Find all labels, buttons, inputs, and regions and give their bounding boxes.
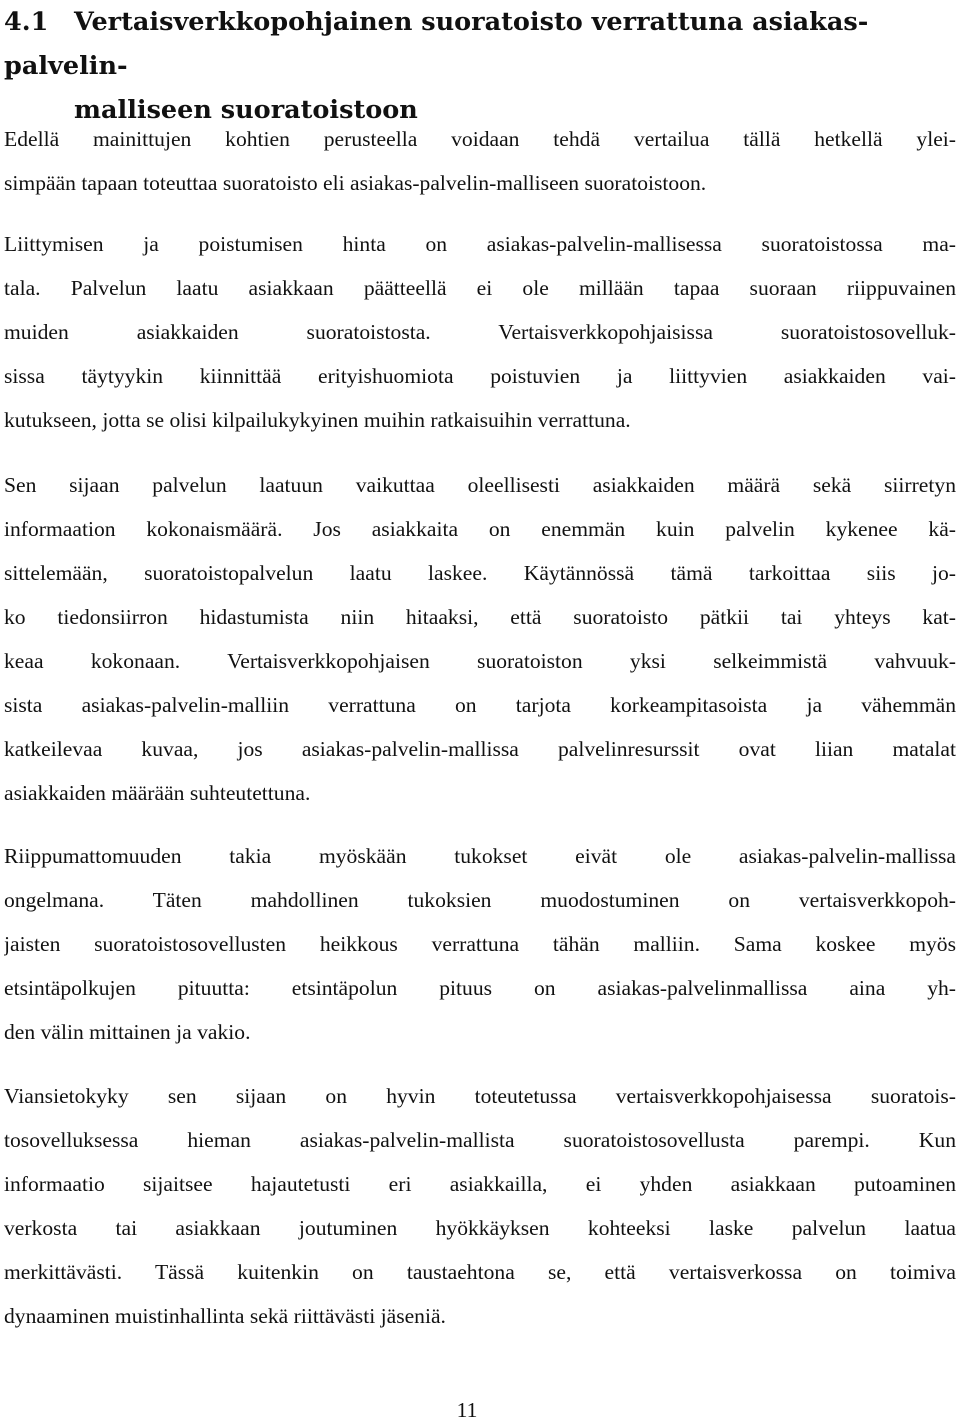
paragraph-line: informaation kokonaismäärä. Jos asiakkaita on enemmän kuin palvelin kykenee kä-: [4, 517, 956, 541]
paragraph-line: katkeilevaa kuvaa, jos asiakas-palvelin-mallissa palvelinresurssit ovat liian matalat: [4, 737, 956, 761]
paragraph-line: ongelmana. Täten mahdollinen tukoksien muodostuminen on vertaisverkkopoh-: [4, 888, 956, 912]
paragraph-line: Liittymisen ja poistumisen hinta on asiakas-palvelin-mallisessa suoratoistossa ma-: [4, 232, 956, 256]
paragraph-line: den välin mittainen ja vakio.: [4, 1020, 251, 1044]
paragraph-line: kutukseen, jotta se olisi kilpailukykyinen muihin ratkaisuihin verrattuna.: [4, 408, 631, 432]
paragraph-line: Riippumattomuuden takia myöskään tukokset eivät ole asiakas-palvelin-mallissa: [4, 844, 956, 868]
paragraph-line: muiden asiakkaiden suoratoistosta. Vertaisverkkopohjaisissa suoratoistosovelluk-: [4, 320, 956, 344]
paragraph-line: Edellä mainittujen kohtien perusteella voidaan tehdä vertailua tällä hetkellä ylei-: [4, 127, 956, 151]
paragraph-line: jaisten suoratoistosovellusten heikkous verrattuna tähän malliin. Sama koskee myös: [4, 932, 956, 956]
paragraph-line: tosovelluksessa hieman asiakas-palvelin-mallista suoratoistosovellusta parempi. Kun: [4, 1128, 956, 1152]
paragraph-line: sittelemään, suoratoistopalvelun laatu laskee. Käytännössä tämä tarkoittaa siis jo-: [4, 561, 956, 585]
paragraph-line: sista asiakas-palvelin-malliin verrattuna on tarjota korkeampitasoista ja vähemmän: [4, 693, 956, 717]
paragraph-5: [4, 1074, 956, 1338]
paragraph-1: [4, 117, 956, 205]
paragraph-line: tala. Palvelun laatu asiakkaan päätteellä ei ole millään tapaa suoraan riippuvainen: [4, 276, 956, 300]
page-number: 11: [456, 1398, 478, 1422]
paragraph-line: verkosta tai asiakkaan joutuminen hyökkäyksen kohteeksi laske palvelun laatua: [4, 1216, 956, 1240]
paragraph-line: sissa täytyykin kiinnittää erityishuomiota poistuvien ja liittyvien asiakkaiden vai-: [4, 364, 956, 388]
section-title-line-1: Vertaisverkkopohjainen suoratoisto verrattuna asiakas-palvelin-: [4, 7, 869, 81]
paragraph-line: dynaaminen muistinhallinta sekä riittävästi jäseniä.: [4, 1304, 446, 1328]
paragraph-line: informaatio sijaitsee hajautetusti eri asiakkailla, ei yhden asiakkaan putoaminen: [4, 1172, 956, 1196]
section-title-line-2: malliseen suoratoistoon: [74, 95, 418, 125]
section-number: 4.1: [4, 7, 49, 37]
paragraph-line: ko tiedonsiirron hidastumista niin hitaaksi, että suoratoisto pätkii tai yhteys kat-: [4, 605, 956, 629]
paragraph-3: [4, 463, 956, 815]
section-heading: [4, 0, 954, 132]
paragraph-line: keaa kokonaan. Vertaisverkkopohjaisen suoratoiston yksi selkeimmistä vahvuuk-: [4, 649, 956, 673]
paragraph-line: simpään tapaan toteuttaa suoratoisto eli asiakas-palvelin-malliseen suoratoistoon.: [4, 171, 707, 195]
paragraph-4: [4, 834, 956, 1054]
paragraph-line: Sen sijaan palvelun laatuun vaikuttaa oleellisesti asiakkaiden määrä sekä siirretyn: [4, 473, 956, 497]
paragraph-2: [4, 222, 956, 442]
paragraph-line: Viansietokyky sen sijaan on hyvin toteutetussa vertaisverkkopohjaisessa suoratois-: [4, 1084, 956, 1108]
paragraph-line: etsintäpolkujen pituutta: etsintäpolun pituus on asiakas-palvelinmallissa aina yh-: [4, 976, 956, 1000]
paragraph-line: asiakkaiden määrään suhteutettuna.: [4, 781, 311, 805]
paragraph-line: merkittävästi. Tässä kuitenkin on taustaehtona se, että vertaisverkossa on toimiva: [4, 1260, 956, 1284]
